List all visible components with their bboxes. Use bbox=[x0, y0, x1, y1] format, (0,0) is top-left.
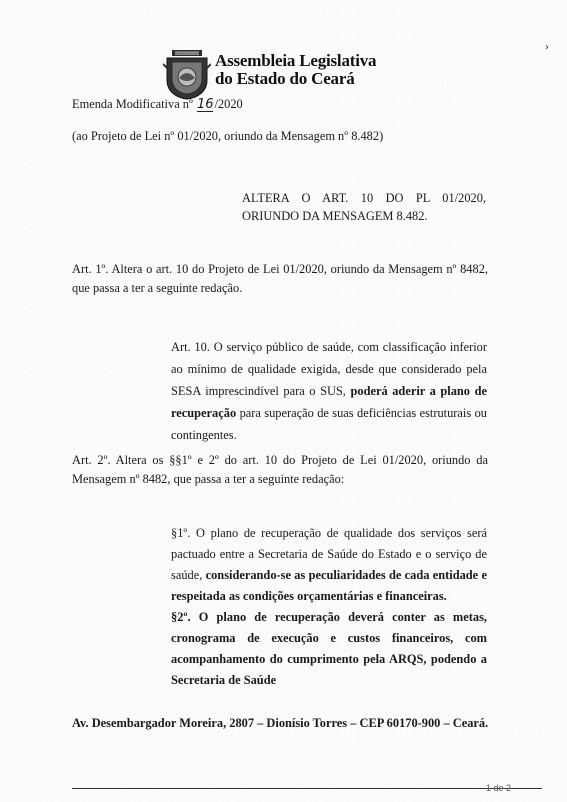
institution-line-2: do Estado do Ceará bbox=[215, 69, 355, 88]
footer-address: Av. Desembargador Moreira, 2807 – Dionísio Torres – CEP 60170-900 – Ceará. bbox=[72, 716, 489, 730]
article-2: Art. 2º. Altera os §§1º e 2º do art. 10 do Projeto de Lei 01/2020, oriundo da Mensagem nº 8482, que passa a ter a seguinte redação: bbox=[72, 453, 488, 486]
corner-mark-icon: › bbox=[545, 42, 549, 53]
institution-name bbox=[215, 52, 376, 88]
paragraph-2-quote: §2º. O plano de recuperação deverá conter as metas, cronograma de execução e custos financeiros, com acompanhamento do cumprimento pela ARQS, podendo a Secretaria de Saúde bbox=[171, 610, 487, 687]
project-reference: (ao Projeto de Lei nº 01/2020, oriundo da Mensagem nº 8.482) bbox=[72, 129, 384, 143]
paragraph-1-bold-text: considerando-se as peculiaridades de cada entidade e respeitada as condições orçamentárias e financeiras. bbox=[171, 568, 487, 603]
amendment-year: /2020 bbox=[214, 97, 243, 111]
article-10-tail-text: para superação de suas deficiências estruturais ou contingentes. bbox=[171, 406, 487, 442]
article-10-bold-text: poderá aderir a plano de recuperação bbox=[171, 384, 487, 420]
ementa: ALTERA O ART. 10 DO PL 01/2020, ORIUNDO DA MENSAGEM 8.482. bbox=[242, 191, 486, 223]
amendment-number: 16 bbox=[196, 97, 214, 112]
amendment-prefix: Emenda Modificativa nº bbox=[72, 97, 193, 111]
footer-divider bbox=[72, 788, 542, 789]
amendment-heading bbox=[72, 96, 243, 112]
article-1: Art. 1º. Altera o art. 10 do Projeto de Lei 01/2020, oriundo da Mensagem nº 8482, que passa a ter a seguinte redação. bbox=[72, 262, 488, 295]
state-coat-of-arms-icon bbox=[163, 50, 211, 100]
paragraph-1-quote bbox=[171, 523, 487, 607]
page-number: 1 de 2 bbox=[486, 783, 512, 793]
paragraph-1-text: §1º. O plano de recuperação de qualidade dos serviços será pactuado entre a Secretaria de Saúde do Estado e o serviço de saúde, bbox=[171, 526, 487, 582]
article-10-quote bbox=[171, 336, 487, 446]
article-10-text: Art. 10. O serviço público de saúde, com classificação inferior ao mínimo de qualidade exigida, desde que considerado pela SESA imprescindível para o SUS, bbox=[171, 340, 487, 398]
institution-line-1: Assembleia Legislativa bbox=[215, 51, 377, 70]
